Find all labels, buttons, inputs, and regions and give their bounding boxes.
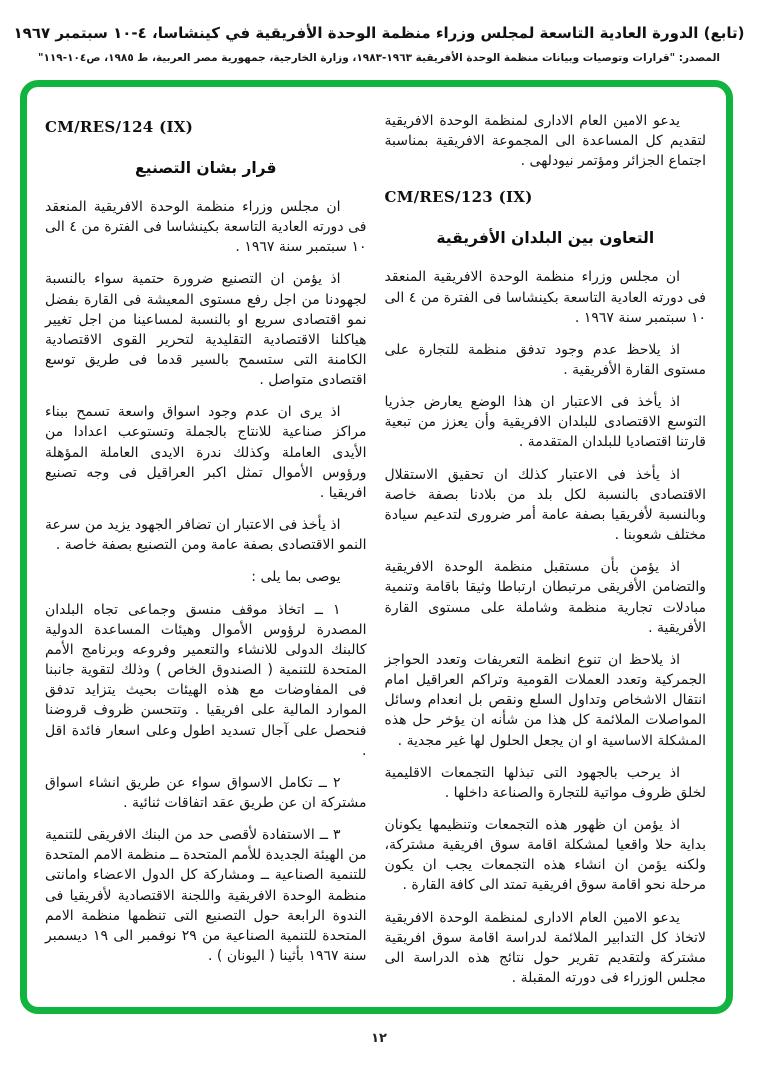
list-item-2: ٢ ــ تكامل الاسواق سواء عن طريق انشاء اسواق مشتركة ان عن طريق عقد اتفاقات ثنائية .	[45, 774, 367, 811]
paragraph: اذ يرحب بالجهود التى تبذلها التجمعات الاقليمية لخلق ظروف مواتية للتجارة والصناعة داخلها .	[384, 764, 706, 801]
list-item-1: ١ ــ اتخاذ موقف منسق وجماعى تجاه البلدان المصدرة لرؤوس الأموال وهيئات المساعدة الدولية كالبنك الدولى للانشاء والتعمير وفروعه وبرنامج الأمم المتحدة للتنمية ( الصندوق الخاص ) وذلك لتقوية جانبنا فى المفاوضات مع هذه الهيئات بحيث يتزايد تدفق الموارد المالية على افريقيا . وتتحسن ظروف قروضنا فنحصل على آجال تسديد اطول وعلى اسعار فائدة اقل .	[45, 601, 367, 759]
resolution-title-industrialization: قرار بشان التصنيع	[135, 158, 277, 177]
paragraph: اذ يؤمن ان ظهور هذه التجمعات وتنظيمها يكونان بداية حلا واقعيا لمشكلة اقامة سوق افريقية مشتركة، ولكنه يؤمن ان انشاء هذه التجمعات يجب ان يكون مرحلة نحو اقامة سوق افريقية تمتد الى كافة القارة .	[384, 816, 706, 894]
column-left	[45, 111, 367, 989]
paragraph: ان مجلس وزراء منظمة الوحدة الافريقية المنعقد فى دورته العادية التاسعة بكينشاسا فى الفترة من ٤ الى ١٠ سبتمبر سنة ١٩٦٧ .	[45, 198, 367, 256]
resolution-title-cooperation: التعاون بين البلدان الأفريقية	[436, 229, 655, 248]
source-citation: المصدر: "قرارات وتوصيات وبيانات منظمة الوحدة الأفريقية ١٩٦٣-١٩٨٣، وزارة الخارجية، جمهورية مصر العربية، ط ١٩٨٥، ص١٠٤-١١٩"	[38, 52, 720, 64]
column-right	[385, 111, 707, 989]
list-item-3: ٣ ــ الاستفادة لأقصى حد من البنك الافريقى للتنمية من الهيئة الجديدة للأمم المتحدة ــ منظمة الامم المتحدة للتنمية الصناعية ــ ومشاركة كل الدول الاعضاء وامانتى منظمة الوحدة الافريقية واللجنة الاقتصادية لأفريقيا فى الندوة الرابعة حول التصنيع التى تنظمها منظمة الامم المتحدة للتنمية الصناعية من ٢٩ نوفمبر الى ١٩ ديسمبر سنة ١٩٦٧ بأثينا ( اليونان ) .	[45, 827, 367, 965]
paragraph: اذ يرى ان عدم وجود اسواق واسعة تسمح ببناء مراكز صناعية للانتاج بالجملة وتستوعب اعدادا من الأيدى العاملة وكذلك ندرة الايدى العاملة المؤهلة ورؤوس الأموال تمثل اكبر العراقيل فى وجه تصنيع افريقيا .	[45, 404, 367, 501]
paragraph: اذ يلاحظ عدم وجود تدفق منظمة للتجارة على مستوى القارة الأفريقية .	[384, 341, 706, 378]
document-header	[0, 0, 758, 64]
paragraph: اذ يأخذ فى الاعتبار ان تضافر الجهود يزيد من سرعة النمو الاقتصادى بصفة عامة ومن التصنيع بصفة خاصة .	[45, 517, 367, 554]
resolution-number-123: CM/RES/123 (IX)	[384, 188, 533, 207]
resolution-number-124: CM/RES/124 (IX)	[45, 118, 194, 136]
paragraph: اذ يلاحظ ان تنوع انظمة التعريفات وتعدد الحواجز الجمركية وتعدد العملات القومية وتراكم العراقيل امام انتقال الاشخاص وتداول السلع ونقص بل انعدام وسائل المواصلات الملائمة كل هذا من شأنه ان يؤخر حل هذه المشكلة الاساسية او ان يجعل الحلول لها غير مجدية .	[384, 651, 706, 749]
paragraph: اذ يؤمن ان التصنيع ضرورة حتمية سواء بالنسبة لجهودنا من اجل رفع مستوى المعيشة فى القارة بفضل نمو اقتصادى سريع او بالنسبة لمساعينا من اجل تغيير هياكلنا الاقتصادية التقليدية لتحرير القوى الاقتصادية الكامنة التى ستسمح بالسير قدما فى طريق توسع اقتصادى متواصل .	[45, 271, 367, 389]
content-frame	[20, 80, 733, 1014]
document-footer	[0, 1027, 758, 1046]
page-number: ١٢	[371, 1031, 387, 1046]
paragraph: ان مجلس وزراء منظمة الوحدة الافريقية المنعقد فى دورته العادية التاسعة بكينشاسا فى الفترة من ٤ الى ١٠ سبتمبر سنة ١٩٦٧ .	[384, 269, 706, 326]
paragraph-recommends: يوصى بما يلى :	[251, 569, 341, 586]
paragraph-secretary-invite: يدعو الامين العام الادارى لمنظمة الوحدة الافريقية لتقديم كل المساعدة الى المجموعة الافريقية بمناسبة اجتماع الجزائر ومؤتمر نيودلهى .	[384, 113, 706, 170]
paragraph: اذ يأخذ فى الاعتبار كذلك ان تحقيق الاستقلال الاقتصادى بالنسبة لكل بلد من بلادنا بصفة خاصة وبالنسبة لأفريقيا بصفة عامة أمر ضرورى لتدعيم سيادة مختلف شعوبنا .	[384, 466, 706, 544]
paragraph: اذ يأخذ فى الاعتبار ان هذا الوضع يعارض جذريا التوسع الاقتصادى للبلدان الافريقية وأن يعزز من تبعية قارتنا اقتصاديا للبلدان المتقدمة .	[384, 394, 706, 451]
paragraph: اذ يؤمن بأن مستقبل منظمة الوحدة الافريقية والتضامن الأفريقى مرتبطان ارتباطا وثيقا باقامة وتنمية مبادلات تجارية منظمة وشاملة على مستوى القارة الأفريقية .	[384, 559, 706, 636]
paragraph: يدعو الامين العام الادارى لمنظمة الوحدة الافريقية لاتخاذ كل التدابير الملائمة لدراسة اقامة سوق افريقية مشتركة ولتقديم تقرير حول نتائج هذه الدراسة الى مجلس الوزراء فى دورته المقبلة .	[384, 909, 706, 987]
session-title: (تابع) الدورة العادية التاسعة لمجلس وزراء منظمة الوحدة الأفريقية في كينشاسا، ٤-١٠ سبتمبر ١٩٦٧	[13, 24, 745, 42]
